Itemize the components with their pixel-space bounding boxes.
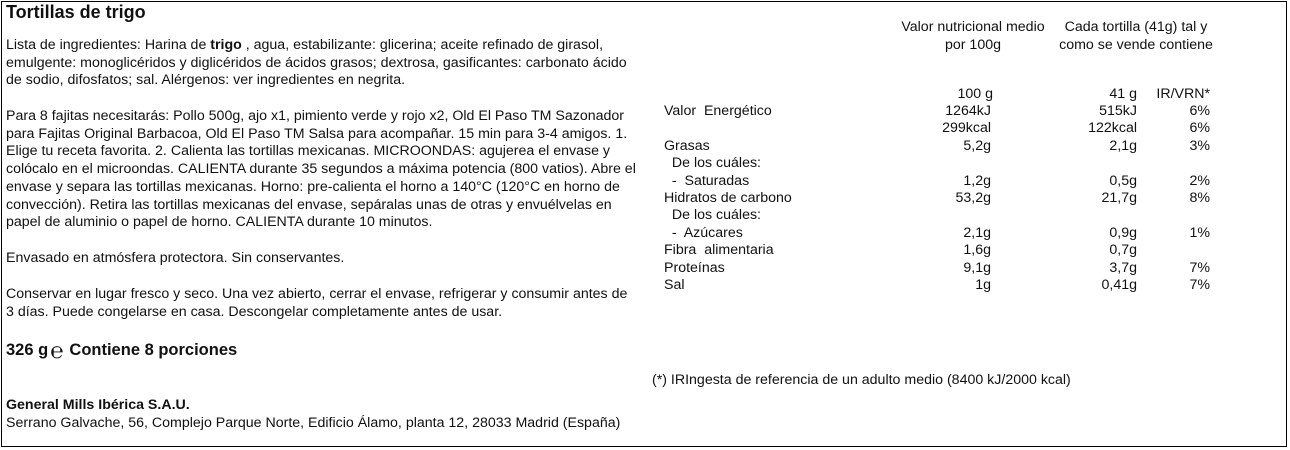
nutrient-value-100g: 53,2g — [955, 190, 991, 206]
company-address: Serrano Galvache, 56, Complejo Parque Norte, Edificio Álamo, planta 12, 28033 Madrid (España) — [6, 415, 621, 431]
nutrient-label: De los cuáles: — [664, 207, 761, 224]
nutrient-ir-percent: 2% — [1189, 172, 1210, 189]
unit-ir: IR/VRN* — [1156, 86, 1210, 102]
nutrient-ir-percent: 6% — [1189, 120, 1210, 137]
net-weight: 326 g — [6, 341, 49, 359]
nutrient-value-100g: 299kcal — [942, 120, 991, 137]
ingredients-prefix: Lista de ingredientes: Harina de — [6, 37, 211, 53]
nutrient-label: Valor Energético — [664, 103, 772, 119]
nutrient-value-portion: 122kcal — [1088, 120, 1137, 137]
nutrient-value-portion: 0,9g — [1109, 224, 1137, 241]
nutrient-value-portion: 0,5g — [1109, 172, 1137, 189]
allergen-wheat: trigo — [210, 37, 242, 53]
nutrient-ir-percent: 7% — [1189, 259, 1210, 276]
nutrient-label: Grasas — [664, 137, 710, 154]
nutrient-label: Fibra alimentaria — [664, 242, 774, 259]
unit-100g: 100 g — [957, 86, 993, 102]
nutrient-label: Proteínas — [664, 259, 725, 276]
header-per-100g: Valor nutricional medio por 100g — [901, 19, 1045, 53]
nutrient-ir-percent: 6% — [1189, 103, 1210, 119]
company-name: General Mills Ibérica S.A.U. — [6, 397, 190, 413]
nutrient-label: - Saturadas — [664, 172, 750, 189]
nutrient-value-100g: 1g — [975, 277, 991, 293]
nutrient-ir-percent: 8% — [1189, 190, 1210, 206]
nutrient-value-100g: 2,1g — [963, 224, 991, 241]
nutrient-value-portion: 2,1g — [1109, 137, 1137, 154]
nutrient-value-100g: 1,6g — [963, 242, 991, 259]
unit-portion: 41 g — [1109, 86, 1137, 102]
nutrient-value-100g: 9,1g — [963, 259, 991, 276]
header-per-portion: Cada tortilla (41g) tal y como se vende contiene — [1059, 19, 1213, 53]
nutrient-value-100g: 1264kJ — [945, 103, 991, 119]
product-title: Tortillas de trigo — [6, 2, 146, 22]
nutrient-value-portion: 3,7g — [1109, 259, 1137, 276]
ingredients-rest: , agua, estabilizante: glicerina; aceite refinado de girasol, emulgente: monoglicéridos y diglicéridos de ácidos grasos; dextrosa, gasificantes: carbonato ácido de sodio, difosfatos; sal. Alérgenos: ver ingredientes en negrita. — [6, 37, 627, 89]
nutrient-value-portion: 0,7g — [1109, 242, 1137, 259]
nutrient-value-portion: 21,7g — [1101, 190, 1137, 206]
nutrient-value-portion: 515kJ — [1099, 103, 1137, 119]
nutrient-label: - Azúcares — [664, 224, 743, 241]
storage-instructions: Conservar en lugar fresco y seco. Una vez abierto, cerrar el envase, refrigerar y consumir antes de 3 días. Puede congelarse en casa. Descongelar completamente antes de usar. — [6, 286, 628, 320]
nutrient-value-100g: 5,2g — [963, 137, 991, 154]
packaging-note: Envasado en atmósfera protectora. Sin conservantes. — [6, 250, 345, 266]
nutrient-ir-percent: 7% — [1189, 277, 1210, 293]
nutrient-label: De los cuáles: — [664, 155, 761, 172]
nutrient-value-100g: 1,2g — [963, 172, 991, 189]
nutrient-label: Hidratos de carbono — [664, 190, 792, 206]
nutrient-ir-percent: 3% — [1189, 137, 1210, 154]
estimated-sign-icon: ℮ — [50, 337, 64, 363]
nutrient-value-portion: 0,41g — [1101, 277, 1137, 293]
recipe-instructions: Para 8 fajitas necesitarás: Pollo 500g, ajo x1, pimiento verde y rojo x2, Old El Paso TM Sazonador para Fajitas Original Barbacoa, Old El Paso TM Salsa para acompañar. 15 min para 3-4 amigos. 1. Elige tu receta favorita. 2. Calienta las tortillas mexicanas. MICROONDAS: agujerea el envase y colócalo en el microondas. CALIENTA durante 35 segundos a máxima potencia (800 vatios). Abre el envase y separa las tortillas mexicanas. Horno: pre-calienta el horno a 140°C (120°C en horno de convección). Retira las tortillas mexicanas del envase, sepáralas unas de otras y envuélvelas en papel de aluminio o papel de horno. CALIENTA durante 10 minutos. — [6, 108, 636, 231]
nutrient-label: Sal — [664, 277, 685, 293]
reference-footnote: (*) IRIngesta de referencia de un adulto medio (8400 kJ/2000 kcal) — [652, 372, 1071, 388]
portions-count: Contiene 8 porciones — [69, 341, 238, 359]
nutrient-ir-percent: 1% — [1189, 224, 1210, 241]
